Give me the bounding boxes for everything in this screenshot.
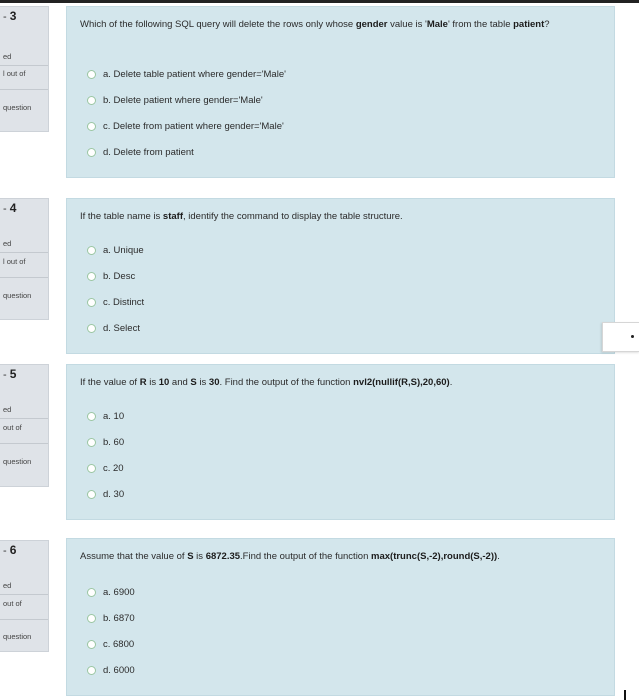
- radio-button[interactable]: [87, 96, 96, 105]
- question-grade: l out of: [3, 257, 26, 266]
- divider: [0, 594, 48, 595]
- answer-option-a[interactable]: [87, 409, 124, 423]
- option-label: c. 20: [103, 462, 124, 474]
- answer-option-d[interactable]: [87, 145, 194, 159]
- flag-question-link[interactable]: question: [3, 103, 32, 112]
- radio-button[interactable]: [87, 246, 96, 255]
- divider: [0, 89, 48, 90]
- question-prompt: If the value of R is 10 and S is 30. Find the output of the function nvl2(nullif(R,S),20,60).: [80, 377, 453, 388]
- option-label: c. Distinct: [103, 296, 145, 308]
- option-label: b. Desc: [103, 270, 136, 282]
- option-label: b. 60: [103, 436, 125, 448]
- question-number: - 5: [3, 367, 17, 381]
- toggle-dot-icon: [631, 335, 634, 338]
- option-label: d. Delete from patient: [103, 146, 194, 158]
- option-label: d. Select: [103, 322, 140, 334]
- option-label: d. 30: [103, 488, 125, 500]
- question-prompt: If the table name is staff, identify the command to display the table structure.: [80, 211, 403, 222]
- answer-option-a[interactable]: [87, 585, 135, 599]
- question-state: ed: [3, 52, 12, 61]
- question-number: - 6: [3, 543, 17, 557]
- question-state: ed: [3, 239, 12, 248]
- radio-button[interactable]: [87, 640, 96, 649]
- answer-option-c[interactable]: [87, 461, 124, 475]
- flag-question-link[interactable]: question: [3, 632, 32, 641]
- answer-option-b[interactable]: [87, 93, 263, 107]
- divider: [0, 619, 48, 620]
- radio-button[interactable]: [87, 614, 96, 623]
- answer-option-b[interactable]: [87, 611, 135, 625]
- radio-button[interactable]: [87, 70, 96, 79]
- question-card-6: [66, 538, 615, 696]
- radio-button[interactable]: [87, 298, 96, 307]
- divider: [0, 418, 48, 419]
- option-label: a. Delete table patient where gender='Male': [103, 68, 286, 80]
- radio-button[interactable]: [87, 412, 96, 421]
- top-border: [0, 0, 639, 3]
- radio-button[interactable]: [87, 666, 96, 675]
- question-prompt: Assume that the value of S is 6872.35.Find the output of the function max(trunc(S,-2),round(S,-2)).: [80, 551, 500, 562]
- radio-button[interactable]: [87, 588, 96, 597]
- option-label: a. Unique: [103, 244, 144, 256]
- flag-question-link[interactable]: question: [3, 291, 32, 300]
- question-grade: out of: [3, 423, 22, 432]
- question-card-4: [66, 198, 615, 354]
- divider: [0, 252, 48, 253]
- option-label: c. 6800: [103, 638, 135, 650]
- text-cursor: [624, 690, 626, 700]
- question-info-3: [0, 6, 49, 132]
- answer-option-a[interactable]: [87, 243, 144, 257]
- question-info-5: [0, 364, 49, 487]
- divider: [0, 277, 48, 278]
- radio-button[interactable]: [87, 122, 96, 131]
- answer-option-c[interactable]: [87, 119, 284, 133]
- flag-question-link[interactable]: question: [3, 457, 32, 466]
- radio-button[interactable]: [87, 272, 96, 281]
- answer-option-c[interactable]: [87, 295, 144, 309]
- option-label: a. 6900: [103, 586, 135, 598]
- answer-option-a[interactable]: [87, 67, 286, 81]
- answer-option-d[interactable]: [87, 663, 135, 677]
- option-label: b. 6870: [103, 612, 135, 624]
- question-number: - 3: [3, 9, 17, 23]
- question-info-4: [0, 198, 49, 320]
- question-grade: out of: [3, 599, 22, 608]
- side-panel-toggle[interactable]: [602, 322, 639, 352]
- option-label: a. 10: [103, 410, 125, 422]
- answer-option-c[interactable]: [87, 637, 134, 651]
- divider: [0, 65, 48, 66]
- radio-button[interactable]: [87, 490, 96, 499]
- question-state: ed: [3, 581, 12, 590]
- question-info-6: [0, 540, 49, 652]
- radio-button[interactable]: [87, 438, 96, 447]
- answer-option-b[interactable]: [87, 435, 124, 449]
- option-label: d. 6000: [103, 664, 135, 676]
- question-card-5: [66, 364, 615, 520]
- option-label: b. Delete patient where gender='Male': [103, 94, 263, 106]
- answer-option-d[interactable]: [87, 487, 124, 501]
- question-number: - 4: [3, 201, 17, 215]
- answer-option-d[interactable]: [87, 321, 140, 335]
- radio-button[interactable]: [87, 148, 96, 157]
- divider: [0, 443, 48, 444]
- question-prompt: Which of the following SQL query will delete the rows only whose gender value is 'Male' from the table patient?: [80, 19, 550, 30]
- question-card-3: [66, 6, 615, 178]
- radio-button[interactable]: [87, 324, 96, 333]
- question-grade: l out of: [3, 69, 26, 78]
- answer-option-b[interactable]: [87, 269, 135, 283]
- question-state: ed: [3, 405, 12, 414]
- option-label: c. Delete from patient where gender='Male': [103, 120, 284, 132]
- radio-button[interactable]: [87, 464, 96, 473]
